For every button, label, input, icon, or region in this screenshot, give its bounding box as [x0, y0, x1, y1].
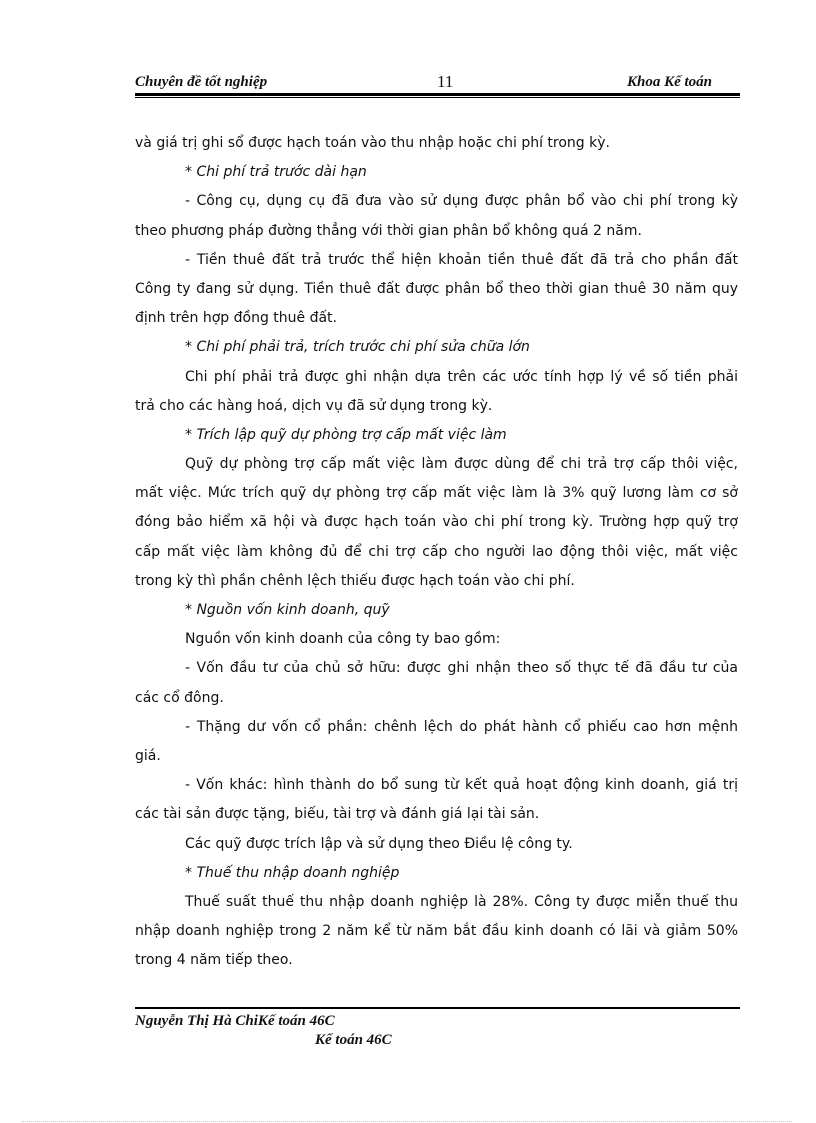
body-line: - Công cụ, dụng cụ đã đưa vào sử dụng được phân bổ vào chi phí trong kỳ — [185, 193, 738, 210]
section-heading: * Trích lập quỹ dự phòng trợ cấp mất việc làm — [185, 426, 507, 443]
header-department: Khoa Kế toán — [626, 74, 712, 90]
page-number: 11 — [437, 72, 454, 91]
body-line: Nguồn vốn kinh doanh của công ty bao gồm: — [185, 631, 501, 648]
body-line: - Thặng dư vốn cổ phần: chênh lệch do phát hành cổ phiếu cao hơn mệnh — [185, 718, 738, 735]
body-line: trong kỳ thì phần chênh lệch thiếu được hạch toán vào chi phí. — [135, 572, 575, 589]
header-title: Chuyên đề tốt nghiệp — [135, 74, 268, 90]
section-heading: * Chi phí phải trả, trích trước chi phí sửa chữa lớn — [185, 339, 530, 356]
document-body — [135, 129, 738, 975]
body-line: các tài sản được tặng, biếu, tài trợ và đánh giá lại tài sản. — [135, 806, 540, 823]
section-heading: * Thuế thu nhập doanh nghiệp — [185, 864, 400, 881]
footer-rule — [135, 1007, 740, 1009]
page-header — [135, 72, 740, 92]
body-line: định trên hợp đồng thuê đất. — [135, 310, 337, 327]
footer-author: Nguyễn Thị Hà ChiKế toán 46C — [135, 1013, 335, 1029]
body-line: trong 4 năm tiếp theo. — [135, 952, 293, 969]
body-line: - Vốn đầu tư của chủ sở hữu: được ghi nhận theo số thực tế đã đầu tư của — [185, 660, 738, 677]
body-line: theo phương pháp đường thẳng với thời gian phân bổ không quá 2 năm. — [135, 222, 642, 239]
body-line: và giá trị ghi sổ được hạch toán vào thu nhập hoặc chi phí trong kỳ. — [135, 135, 610, 151]
body-line: Các quỹ được trích lập và sử dụng theo Điều lệ công ty. — [185, 835, 573, 852]
body-line: đóng bảo hiểm xã hội và được hạch toán vào chi phí trong kỳ. Trường hợp quỹ trợ — [135, 514, 738, 531]
footer-class: Kế toán 46C — [315, 1032, 392, 1048]
section-heading: * Chi phí trả trước dài hạn — [185, 164, 367, 181]
page-bottom-border — [22, 1121, 792, 1122]
body-line: Chi phí phải trả được ghi nhận dựa trên các ước tính hợp lý về số tiền phải — [185, 368, 738, 385]
body-line: - Vốn khác: hình thành do bổ sung từ kết quả hoạt động kinh doanh, giá trị — [185, 777, 738, 794]
body-line: mất việc. Mức trích quỹ dự phòng trợ cấp mất việc làm là 3% quỹ lương làm cơ sở — [135, 485, 738, 502]
section-heading: * Nguồn vốn kinh doanh, quỹ — [185, 602, 390, 618]
body-line: cấp mất việc làm không đủ để chi trợ cấp cho người lao động thôi việc, mất việc — [135, 543, 738, 560]
body-line: các cổ đông. — [135, 689, 224, 706]
body-line: - Tiền thuê đất trả trước thể hiện khoản tiền thuê đất đã trả cho phần đất — [185, 251, 738, 268]
body-line: nhập doanh nghiệp trong 2 năm kể từ năm bắt đầu kinh doanh có lãi và giảm 50% — [135, 923, 738, 940]
body-line: Thuế suất thuế thu nhập doanh nghiệp là 28%. Công ty được miễn thuế thu — [185, 893, 738, 910]
body-line: Quỹ dự phòng trợ cấp mất việc làm được dùng để chi trả trợ cấp thôi việc, — [185, 456, 738, 473]
header-rule — [135, 93, 740, 98]
body-line: Công ty đang sử dụng. Tiền thuê đất được phân bổ theo thời gian thuê 30 năm quy — [135, 280, 738, 297]
body-line: trả cho các hàng hoá, dịch vụ đã sử dụng trong kỳ. — [135, 397, 493, 414]
body-line: giá. — [135, 747, 161, 764]
